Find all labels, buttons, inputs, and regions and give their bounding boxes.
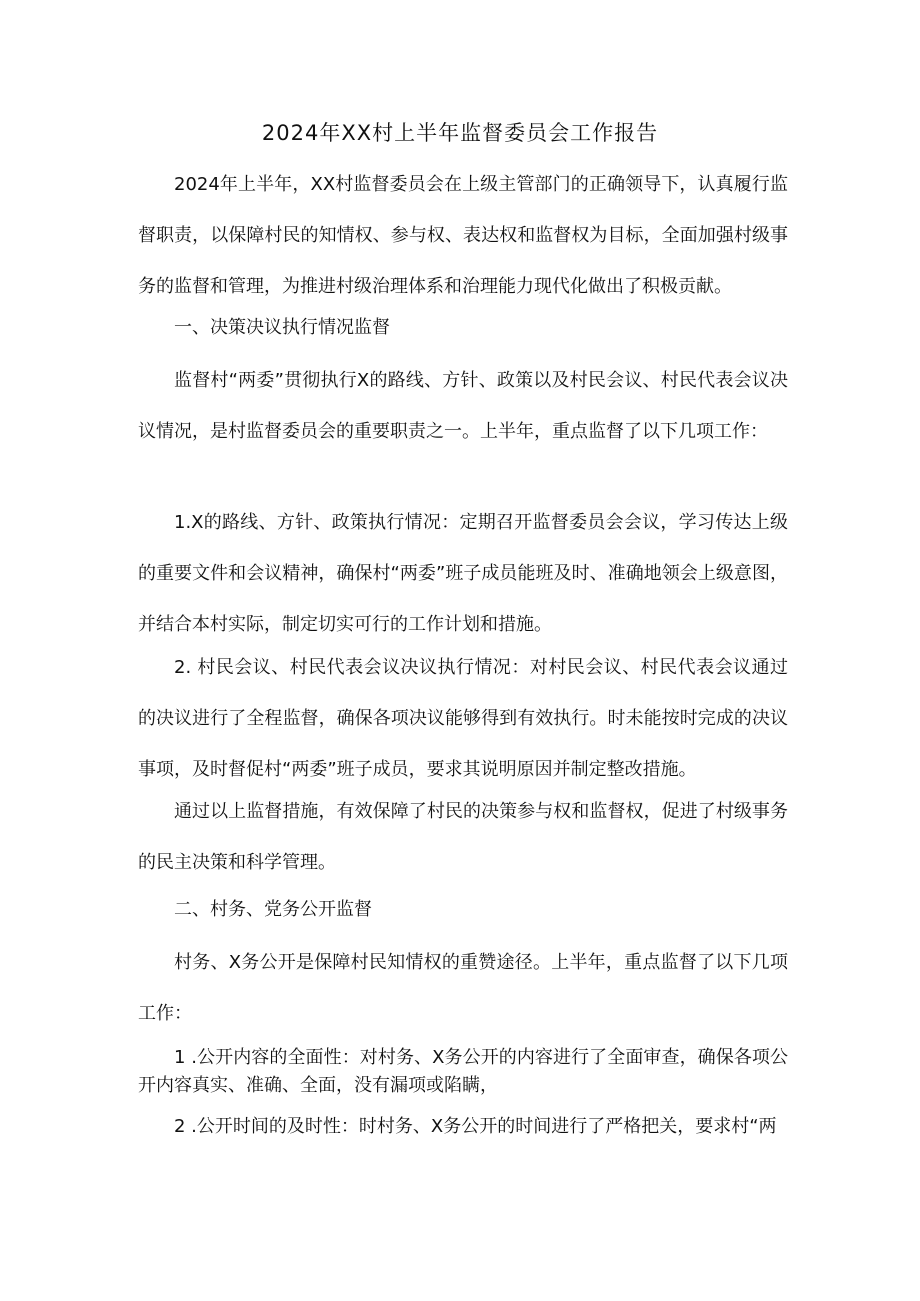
section-2-heading: 二、村务、党务公开监督 [174,899,372,920]
section-2-item-1: 1 .公开内容的全面性：对村务、X务公开的内容进行了全面审查，确保各项公开内容真实、准确、全面，没有漏项或陷瞒， [138,1047,788,1096]
section-2-item-2: 2 .公开时间的及时性：时村务、X务公开的时间进行了严格把关，要求村“两 [174,1116,777,1137]
document-title: 2024年XX村上半年监督委员会工作报告 [261,121,659,145]
section-1-item-2: 2. 村民会议、村民代表会议决议执行情况：对村民会议、村民代表会议通过的决议进行了全程监督，确保各项决议能够得到有效执行。时未能按时完成的决议事项，及时督促村“两委”班子成员，要求其说明原因并制定整改措施。 [138,657,788,780]
section-1-item-1: 1.X的路线、方针、政策执行情况：定期召开监督委员会会议，学习传达上级的重要文件和会议精神，确保村“两委”班子成员能班及时、准确地领会上级意图，并结合本村实际，制定切实可行的工作计划和措施。 [138,512,788,635]
intro-paragraph: 2024年上半年，XX村监督委员会在上级主管部门的正确领导下，认真履行监督职责，以保障村民的知情权、参与权、表达权和监督权为目标，全面加强村级事务的监督和管理，为推进村级治理体系和治理能力现代化做出了积极贡献。 [138,174,788,297]
section-1-intro: 监督村“两委”贯彻执行X的路线、方针、政策以及村民会议、村民代表会议决议情况，是村监督委员会的重要职责之一。上半年，重点监督了以下几项工作： [138,370,788,442]
section-1-summary: 通过以上监督措施，有效保障了村民的决策参与权和监督权，促进了村级事务的民主决策和科学管理。 [138,801,788,873]
section-1-heading: 一、决策决议执行情况监督 [174,317,390,338]
section-2-intro: 村务、X务公开是保障村民知情权的重赞途径。上半年，重点监督了以下几项工作： [138,952,788,1024]
